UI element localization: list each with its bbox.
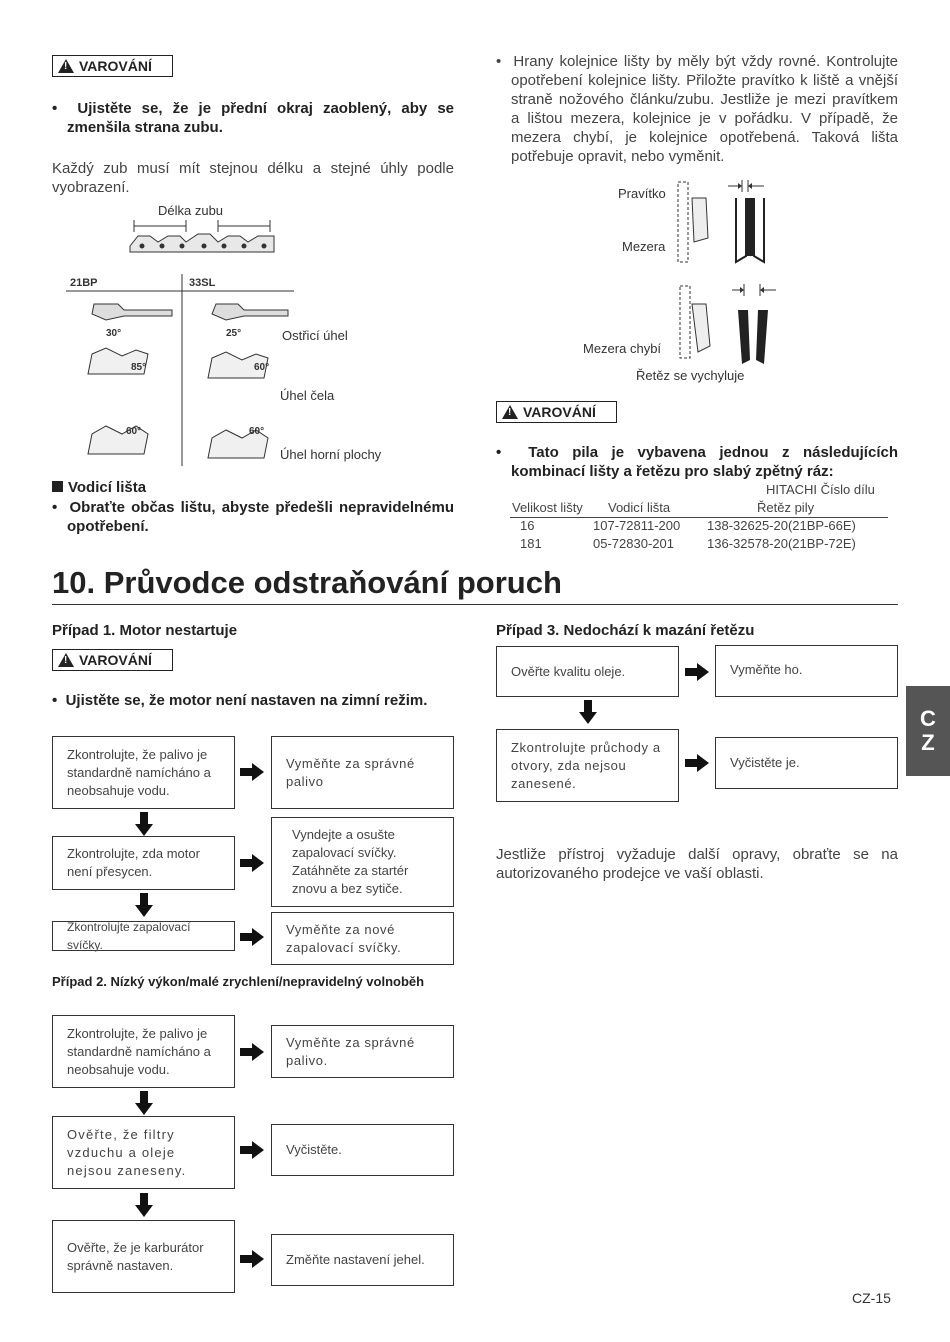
angle-60-top2: 60° [249, 426, 265, 437]
page-number: CZ-15 [852, 1290, 891, 1306]
arrow-right-icon [685, 663, 709, 681]
arrow-down-icon [135, 1193, 153, 1217]
angle-30: 30° [106, 328, 122, 339]
case2-check-2: Ověřte, že filtry vzduchu a oleje nejsou zaneseny. [52, 1116, 235, 1189]
table-cell: 16 [520, 518, 535, 533]
warning-label-2 [496, 401, 617, 423]
chain-length-figure [128, 218, 278, 258]
language-tab-letter: Z [921, 730, 935, 755]
case3-action-1: Vyměňte ho. [715, 645, 898, 697]
case2-action-3: Změňte nastavení jehel. [271, 1234, 454, 1286]
bullet-flip-bar: • Obraťte občas lištu, abyste předešli nepravidelnému opotřebení. [52, 499, 455, 535]
heading-rule [52, 604, 898, 605]
label-sharpening-angle: Ostřicí úhel [282, 328, 348, 343]
angle-85: 85° [131, 362, 147, 373]
angle-60-top1: 60° [126, 426, 142, 437]
table-cell: 05-72830-201 [593, 536, 674, 551]
case3-check-2: Zkontrolujte průchody a otvory, zda nejsou zanesené. [496, 729, 679, 802]
warning-text: VAROVÁNÍ [79, 652, 152, 668]
warning-icon [58, 59, 74, 73]
warning-label [52, 55, 173, 77]
warning-text: VAROVÁNÍ [523, 404, 596, 420]
arrow-right-icon [240, 854, 264, 872]
square-bullet-icon [52, 481, 63, 492]
arrow-right-icon [240, 1141, 264, 1159]
case1-action-1: Vyměňte za správné palivo [271, 736, 454, 809]
label-top-angle: Úhel horní plochy [280, 447, 382, 462]
parts-table-col-chain: Řetěz pily [757, 500, 815, 515]
arrow-down-icon [579, 700, 597, 724]
angle-60-face: 60° [254, 362, 270, 373]
language-tab-letter: C [920, 706, 936, 731]
table-cell: 136-32578-20(21BP-72E) [707, 536, 856, 551]
case1-title: Případ 1. Motor nestartuje [52, 622, 238, 639]
warning-text: VAROVÁNÍ [79, 58, 152, 74]
label-ruler: Pravítko [618, 186, 666, 201]
arrow-down-icon [135, 812, 153, 836]
case1-check-1: Zkontrolujte, že palivo je standardně namícháno a neobsahuje vodu. [52, 736, 235, 809]
bullet-rounded-edge: • Ujistěte se, že je přední okraj zaoblený, aby se zmenšila strana zubu. [52, 100, 455, 136]
arrow-right-icon [240, 1043, 264, 1061]
para-tooth-length: Každý zub musí mít stejnou délku a stejné úhly podle vyobrazení. [52, 160, 454, 196]
warning-label-3 [52, 649, 173, 671]
case3-check-1: Ověřte kvalitu oleje. [496, 646, 679, 697]
case2-action-1: Vyměňte za správné palivo. [271, 1025, 454, 1078]
arrow-right-icon [240, 1250, 264, 1268]
fig-col-21bp: 21BP [70, 277, 98, 289]
case1-bullet: • Ujistěte se, že motor není nastaven na zimní režim. [52, 692, 428, 709]
case2-title: Případ 2. Nízký výkon/malé zrychlení/nepravidelný volnoběh [52, 974, 425, 989]
arrow-down-icon [135, 893, 153, 917]
case1-action-3: Vyměňte za nové zapalovací svíčky. [271, 912, 454, 965]
rail-nogap-figure [672, 282, 792, 370]
case1-check-3: Zkontrolujte zapalovací svíčky. [52, 921, 235, 951]
case2-check-1: Zkontrolujte, že palivo je standardně namícháno a neobsahuje vodu. [52, 1015, 235, 1088]
parts-table-header-top: HITACHI Číslo dílu [766, 482, 875, 497]
rail-gap-figure [672, 178, 792, 264]
table-cell: 138-32625-20(21BP-66E) [707, 518, 856, 533]
case1-check-2: Zkontrolujte, zda motor není přesycen. [52, 836, 235, 890]
parts-table-col-size: Velikost lišty [512, 500, 583, 515]
case3-title: Případ 3. Nedochází k mazání řetězu [496, 622, 755, 639]
arrow-right-icon [240, 763, 264, 781]
section-guide-bar: Vodicí lišta [52, 478, 146, 497]
label-gap: Mezera [622, 239, 666, 254]
fig-col-33sl: 33SL [189, 277, 216, 289]
warning-icon [58, 653, 74, 667]
case3-action-2: Vyčistěte je. [715, 737, 898, 789]
arrow-down-icon [135, 1091, 153, 1115]
closing-paragraph: Jestliže přístroj vyžaduje další opravy, obraťte se na autorizovaného prodejce ve vaší oblasti. [496, 846, 898, 882]
label-tooth-length: Délka zubu [158, 203, 224, 218]
parts-table-col-bar: Vodicí lišta [608, 500, 671, 515]
table-cell: 181 [520, 536, 542, 551]
arrow-right-icon [685, 754, 709, 772]
arrow-right-icon [240, 928, 264, 946]
warning-icon [502, 405, 518, 419]
label-no-gap: Mezera chybí [583, 341, 662, 356]
case2-action-2: Vyčistěte. [271, 1124, 454, 1176]
angle-25: 25° [226, 328, 242, 339]
language-tab [906, 686, 950, 776]
case2-check-3: Ověřte, že je karburátor správně nastaven. [52, 1220, 235, 1293]
label-face-angle: Úhel čela [280, 388, 335, 403]
table-cell: 107-72811-200 [593, 518, 681, 533]
label-chain-tilts: Řetěz se vychyluje [636, 368, 745, 383]
page-title: 10. Průvodce odstraňování poruch [52, 565, 562, 600]
bullet-combination: • Tato pila je vybavena jednou z následujících kombinací lišty a řetězu pro slabý zpětný ráz: [496, 444, 898, 480]
case1-action-2: Vyndejte a osušte zapalovací svíčky. Zatáhněte za startér znovu a bez sytiče. [271, 817, 454, 907]
bullet-rail-check: • Hrany kolejnice lišty by měly být vždy rovné. Kontrolujte opotřebení kolejnice lišty. Přiložte pravítko k liště a vnější straně nožového článku/zubu. Jestliže je mezi pravítkem a lištou mezera, kolejnice je v pořádku. V případě, že mezera chybí, je kolejnice opotřebená. Taková lišta potřebuje opravit, nebo vyměnit. [496, 53, 898, 165]
